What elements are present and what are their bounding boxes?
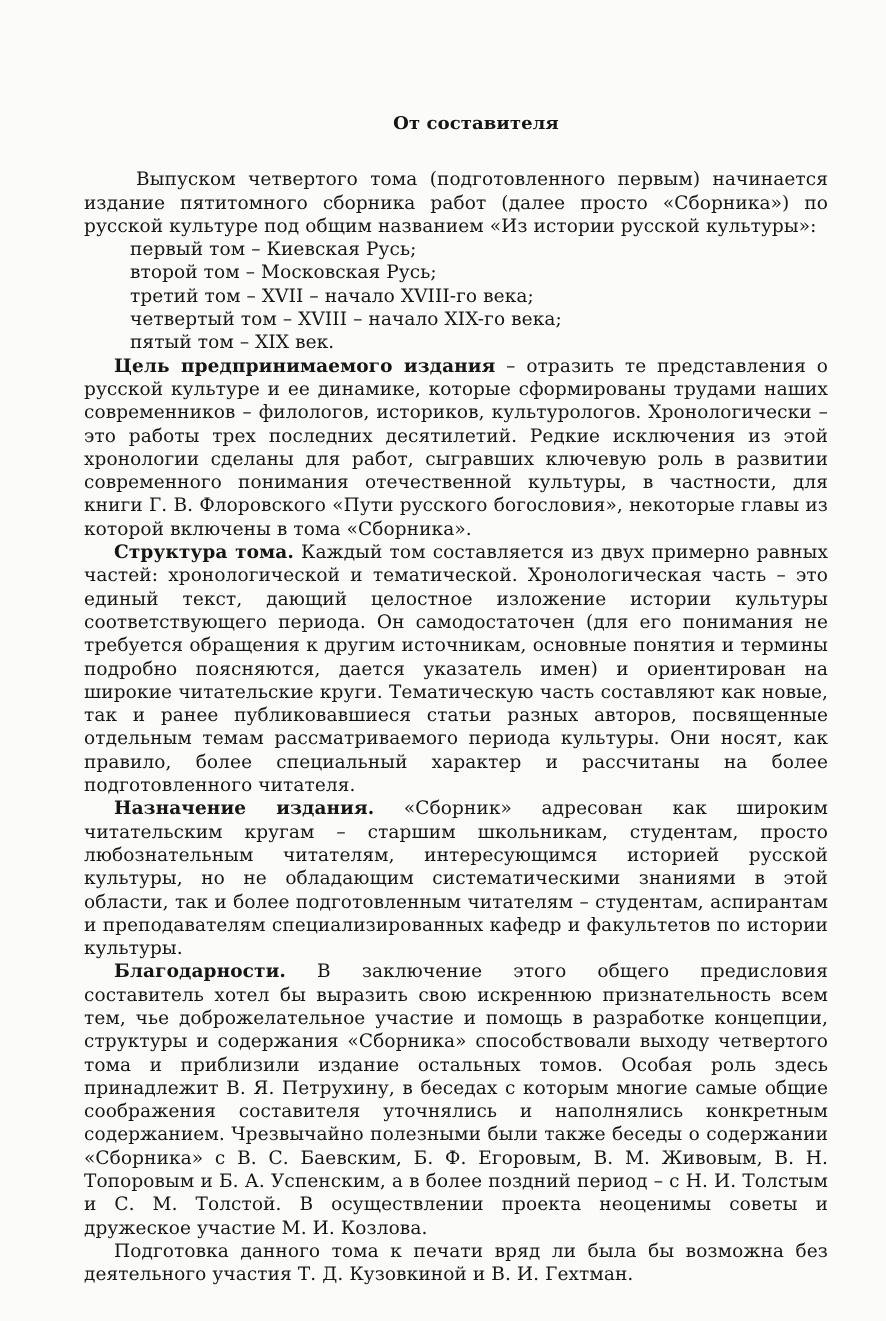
purpose-paragraph bbox=[84, 355, 828, 541]
audience-heading: Назначение издания. bbox=[114, 798, 375, 820]
purpose-heading: Цель предпринимаемого издания bbox=[114, 355, 496, 377]
page-title: От составителя bbox=[393, 113, 559, 134]
audience-text: «Сборник» адресован как широким читательским кругам – старшим школьникам, студентам, просто любознательным читателям, интересующимся историей русской культуры, но не обладающим систематическими знаниями в этой области, так и более подготовленным читателям – студентам, аспирантам и преподавателям специализированных кафедр и факультетов по истории культуры. bbox=[84, 798, 829, 960]
volume-item: четвертый том – XVIII – начало XIX-го века; bbox=[130, 309, 562, 331]
closing-paragraph: Подготовка данного тома к печати вряд ли была бы возможна без деятельного участия Т. Д. Кузовкиной и В. И. Гехтман. bbox=[84, 1240, 828, 1286]
thanks-heading: Благодарности. bbox=[114, 961, 286, 983]
volume-item: первый том – Киевская Русь; bbox=[130, 239, 417, 261]
volumes-list bbox=[84, 238, 828, 354]
volume-item: пятый том – XIX век. bbox=[130, 332, 335, 354]
intro-paragraph: Выпуском четвертого тома (подготовленного первым) начинается издание пятитомного сборника работ (далее просто «Сборника») по русской культуре под общим названием «Из истории русской культуры»: bbox=[84, 169, 828, 237]
structure-heading: Структура тома. bbox=[114, 542, 294, 564]
volume-item: третий том – XVII – начало XVIII-го века; bbox=[130, 285, 534, 307]
structure-paragraph bbox=[84, 541, 828, 797]
preface-text bbox=[84, 112, 828, 1287]
purpose-text: – отразить те представления о русской культуре и ее динамике, которые сформированы трудами наших современников – филологов, историков, культурологов. Хронологически – это работы трех последних десятилетий. Редкие исключения из этой хронологии сделаны для работ, сыгравших ключевую роль в развитии современного понимания отечественной культуры, в частности, для книги Г. В. Флоровского «Пути русского богословия», некоторые главы из которой включены в тома «Сборника». bbox=[84, 355, 828, 540]
thanks-text: В заключение этого общего предисловия составитель хотел бы выразить свою искреннюю признательность всем тем, чье доброжелательное участие и помощь в разработке концепции, структуры и содержания «Сборника» способствовали выходу четвертого тома и приблизили издание остальных томов. Особая роль здесь принадлежит В. Я. Петрухину, в беседах с которым многие самые общие соображения составителя уточнялись и наполнялись конкретным содержанием. Чрезвычайно полезными были также беседы о содержании «Сборника» с В. С. Баевским, Б. Ф. Егоровым, В. М. Живовым, В. Н. Топоровым и Б. А. Успенским, а в более поздний период – с Н. И. Толстым и С. М. Толстой. В осуществлении проекта неоценимы советы и дружеское участие М. И. Козлова. bbox=[84, 961, 828, 1239]
audience-paragraph bbox=[84, 797, 828, 960]
volume-item: второй том – Московская Русь; bbox=[130, 262, 437, 284]
thanks-paragraph bbox=[84, 960, 828, 1240]
structure-text: Каждый том составляется из двух примерно равных частей: хронологической и тематической. Хронологическая часть – это единый текст, дающий целостное изложение истории культуры соответствующего периода. Он самодостаточен (для его понимания не требуется обращения к другим источникам, основные понятия и термины подробно поясняются, дается указатель имен) и ориентирован на широкие читательские круги. Тематическую часть составляют как новые, так и ранее публиковавшиеся статьи разных авторов, посвященные отдельным темам рассматриваемого периода культуры. Они носят, как правило, более специальный характер и рассчитаны на более подготовленного читателя. bbox=[84, 542, 828, 797]
